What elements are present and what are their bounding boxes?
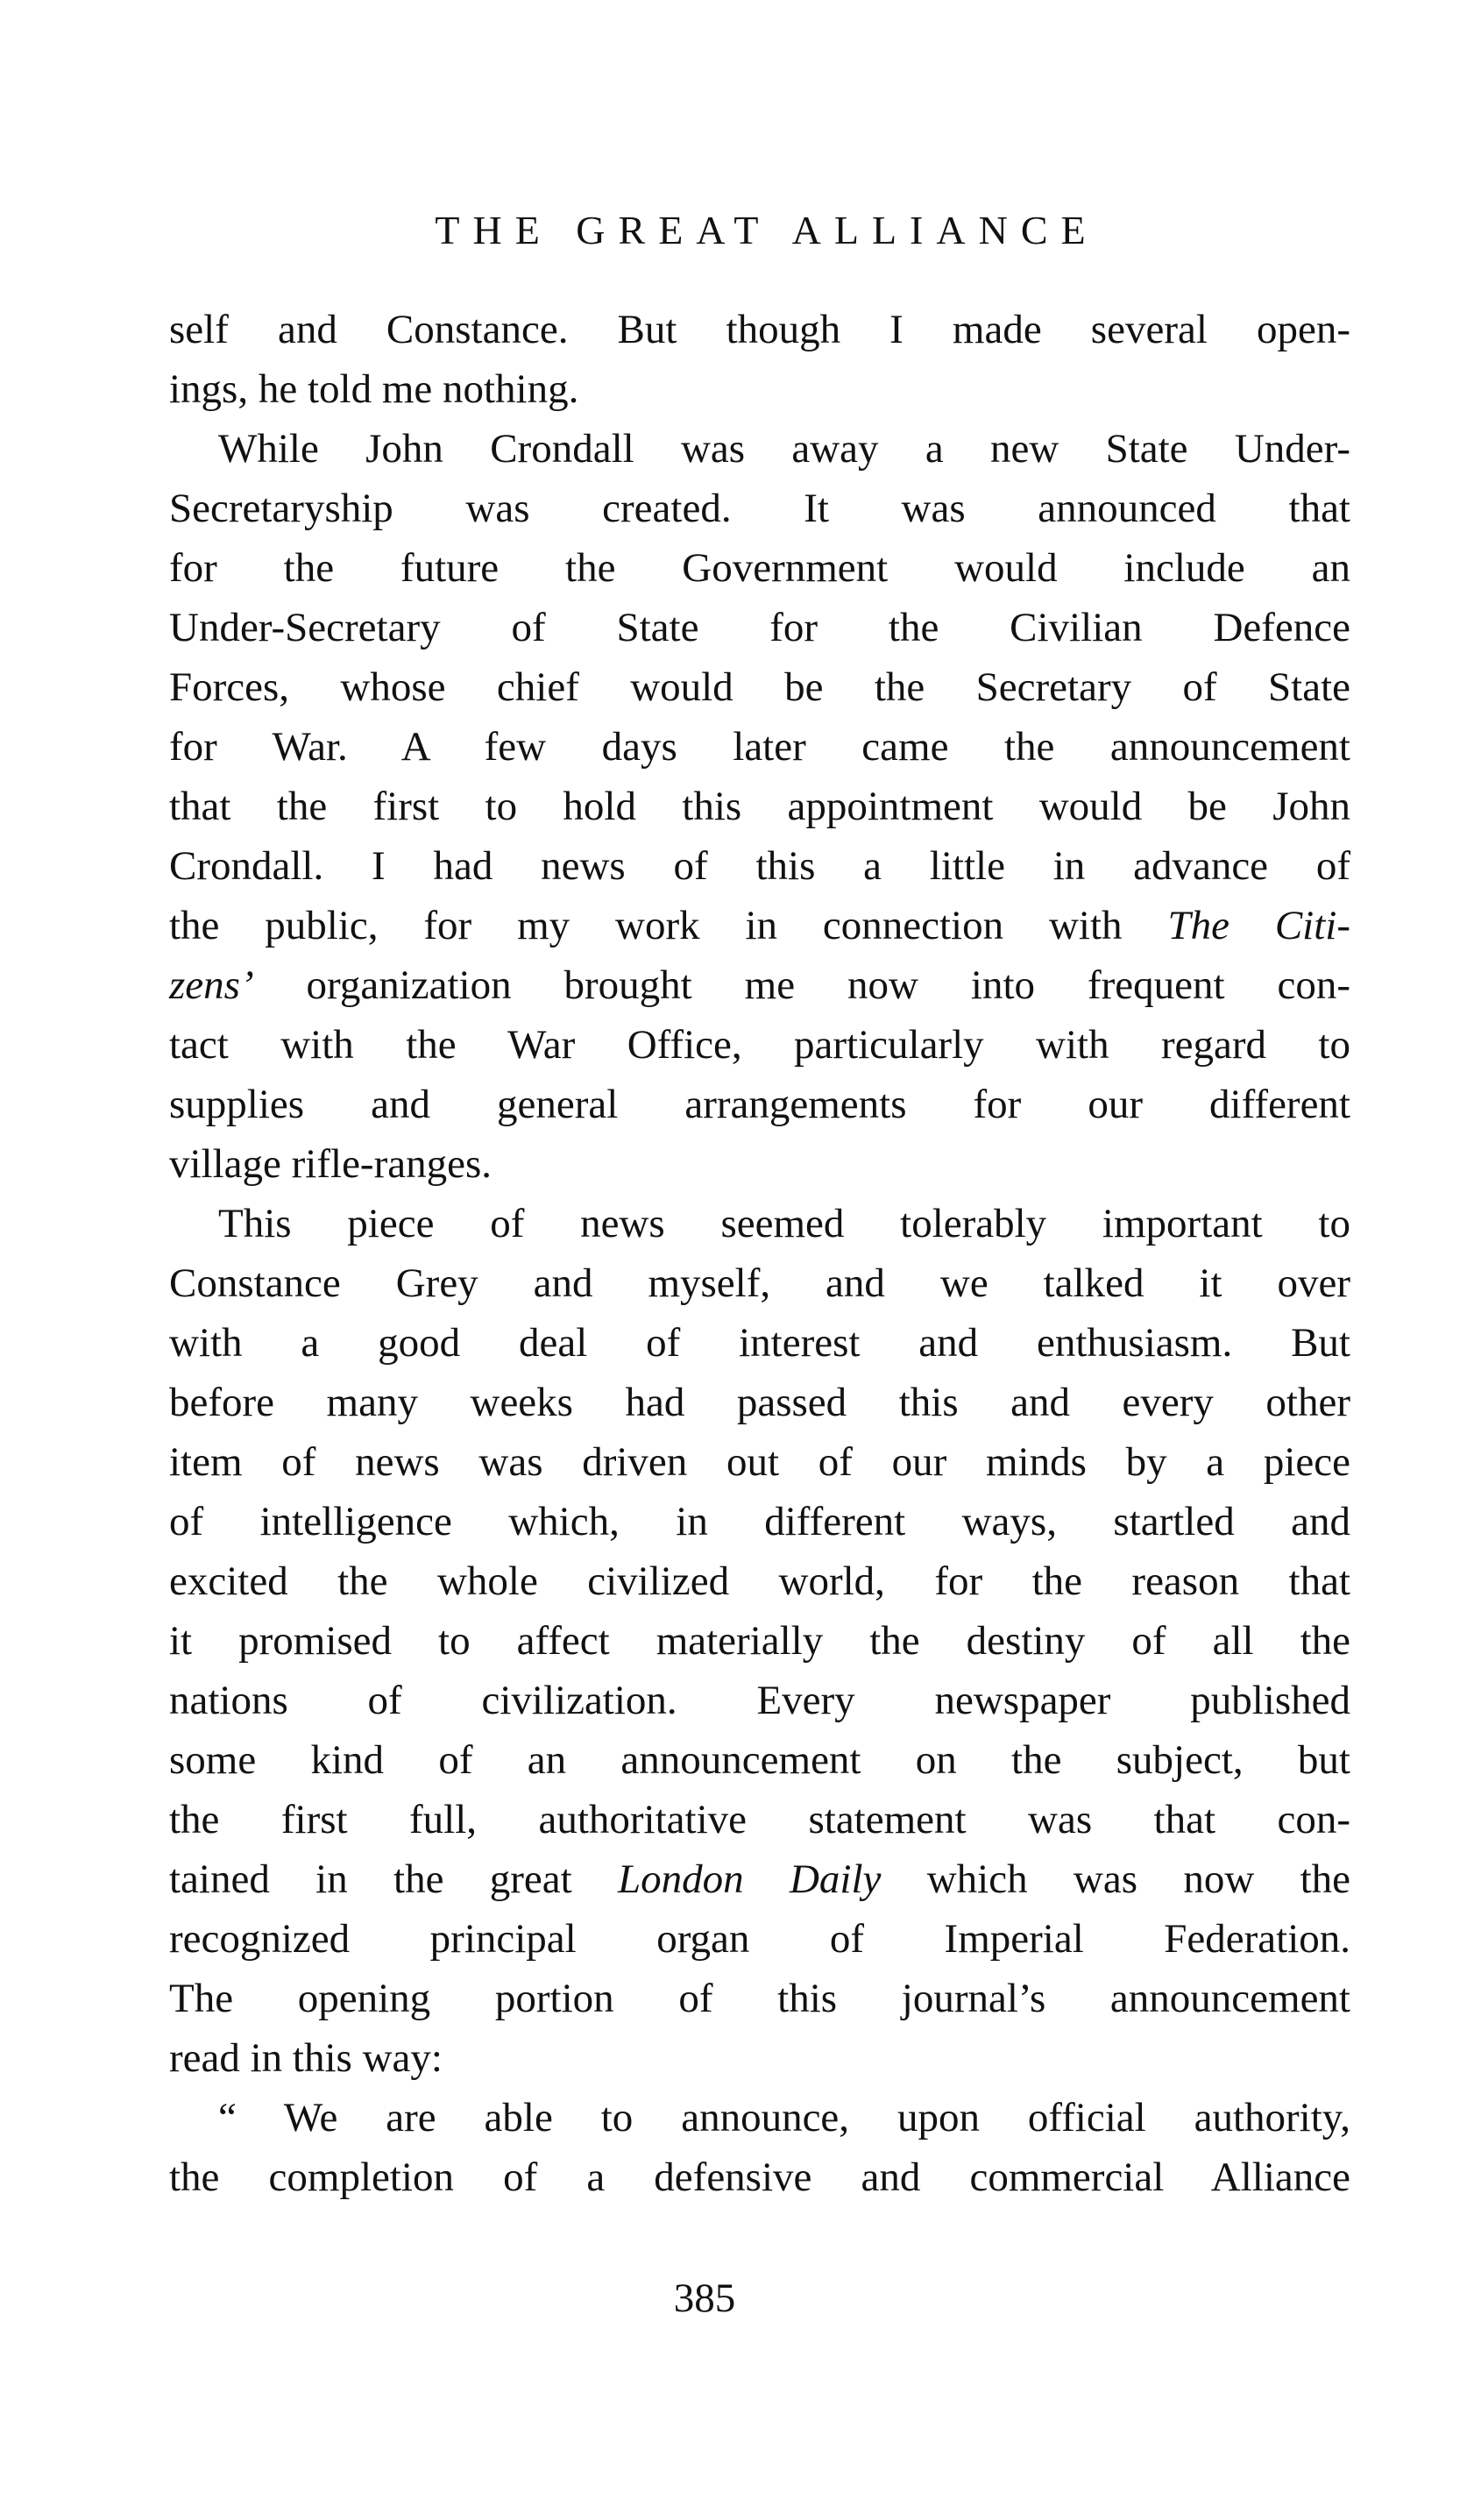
text-segment: “ We are able to announce, upon official authority, [218, 2095, 1350, 2140]
body-text [169, 300, 1350, 2207]
text-segment: some kind of an announcement on the subject, but [169, 1737, 1350, 1783]
text-segment: village rifle-ranges. [169, 1141, 492, 1187]
text-segment: the first full, authoritative statement was that con- [169, 1797, 1350, 1842]
text-line [169, 359, 1350, 419]
text-line [169, 1134, 1350, 1194]
text-line [169, 896, 1350, 955]
text-line [169, 1492, 1350, 1551]
text-segment: organization brought me now into frequent con- [253, 962, 1350, 1008]
text-segment: it promised to affect materially the destiny of all the [169, 1618, 1350, 1664]
italic-text: The Citi- [1167, 903, 1350, 948]
text-segment: before many weeks had passed this and every other [169, 1380, 1350, 1425]
italic-text: London Daily [618, 1856, 882, 1902]
text-line [169, 1730, 1350, 1790]
text-segment: with a good deal of interest and enthusiasm. But [169, 1320, 1350, 1366]
text-segment: Secretaryship was created. It was announced that [169, 486, 1350, 531]
text-segment: for War. A few days later came the announcement [169, 724, 1350, 770]
text-segment: This piece of news seemed tolerably important to [218, 1201, 1350, 1246]
text-segment: Constance Grey and myself, and we talked it over [169, 1260, 1350, 1306]
text-segment: tained in the great [169, 1856, 619, 1902]
text-line [169, 598, 1350, 657]
text-line [169, 1373, 1350, 1432]
text-line [169, 1015, 1350, 1075]
text-line [169, 1909, 1350, 1969]
text-segment: self and Constance. But though I made several open- [169, 307, 1350, 352]
text-line [169, 538, 1350, 598]
running-head: THE GREAT ALLIANCE [435, 208, 1099, 252]
text-line [169, 1075, 1350, 1134]
text-line [169, 777, 1350, 836]
text-segment: ings, he told me nothing. [169, 366, 579, 412]
text-line [169, 2028, 1350, 2088]
text-segment: of intelligence which, in different ways, startled and [169, 1499, 1350, 1544]
text-line [169, 1611, 1350, 1671]
text-line [169, 657, 1350, 717]
text-segment: the completion of a defensive and commercial Alliance [169, 2154, 1350, 2200]
text-line [169, 1194, 1350, 1253]
page-number: 385 [673, 2275, 736, 2321]
text-line [169, 955, 1350, 1015]
text-segment: excited the whole civilized world, for the reason that [169, 1558, 1350, 1604]
text-line [169, 1313, 1350, 1373]
text-segment: The opening portion of this journal’s announcement [169, 1976, 1350, 2021]
text-segment: which was now the [881, 1856, 1351, 1902]
text-segment: Under-Secretary of State for the Civilian Defence [169, 605, 1350, 650]
text-line [169, 2088, 1350, 2147]
text-line [169, 2147, 1350, 2207]
text-segment: recognized principal organ of Imperial Federation. [169, 1916, 1350, 1962]
text-segment: read in this way: [169, 2035, 443, 2081]
text-line [169, 300, 1350, 359]
text-line [169, 717, 1350, 777]
text-segment: that the first to hold this appointment would be John [169, 784, 1350, 829]
text-line [169, 1671, 1350, 1730]
text-line [169, 419, 1350, 479]
text-line [169, 1790, 1350, 1849]
text-line [169, 1849, 1350, 1909]
text-segment: the public, for my work in connection with [169, 903, 1168, 948]
text-line [169, 836, 1350, 896]
text-line [169, 1432, 1350, 1492]
text-line [169, 1551, 1350, 1611]
text-segment: Forces, whose chief would be the Secretary of State [169, 664, 1350, 710]
italic-text: zens’ [169, 962, 254, 1008]
text-line [169, 1253, 1350, 1313]
text-segment: supplies and general arrangements for our different [169, 1082, 1350, 1127]
text-line [169, 479, 1350, 538]
text-segment: tact with the War Office, particularly with regard to [169, 1022, 1350, 1068]
text-segment: nations of civilization. Every newspaper published [169, 1678, 1350, 1723]
text-segment: Crondall. I had news of this a little in advance of [169, 843, 1350, 889]
text-segment: item of news was driven out of our minds by a piece [169, 1439, 1350, 1485]
text-line [169, 1969, 1350, 2028]
text-segment: While John Crondall was away a new State Under- [218, 426, 1350, 472]
text-segment: for the future the Government would include an [169, 545, 1350, 591]
